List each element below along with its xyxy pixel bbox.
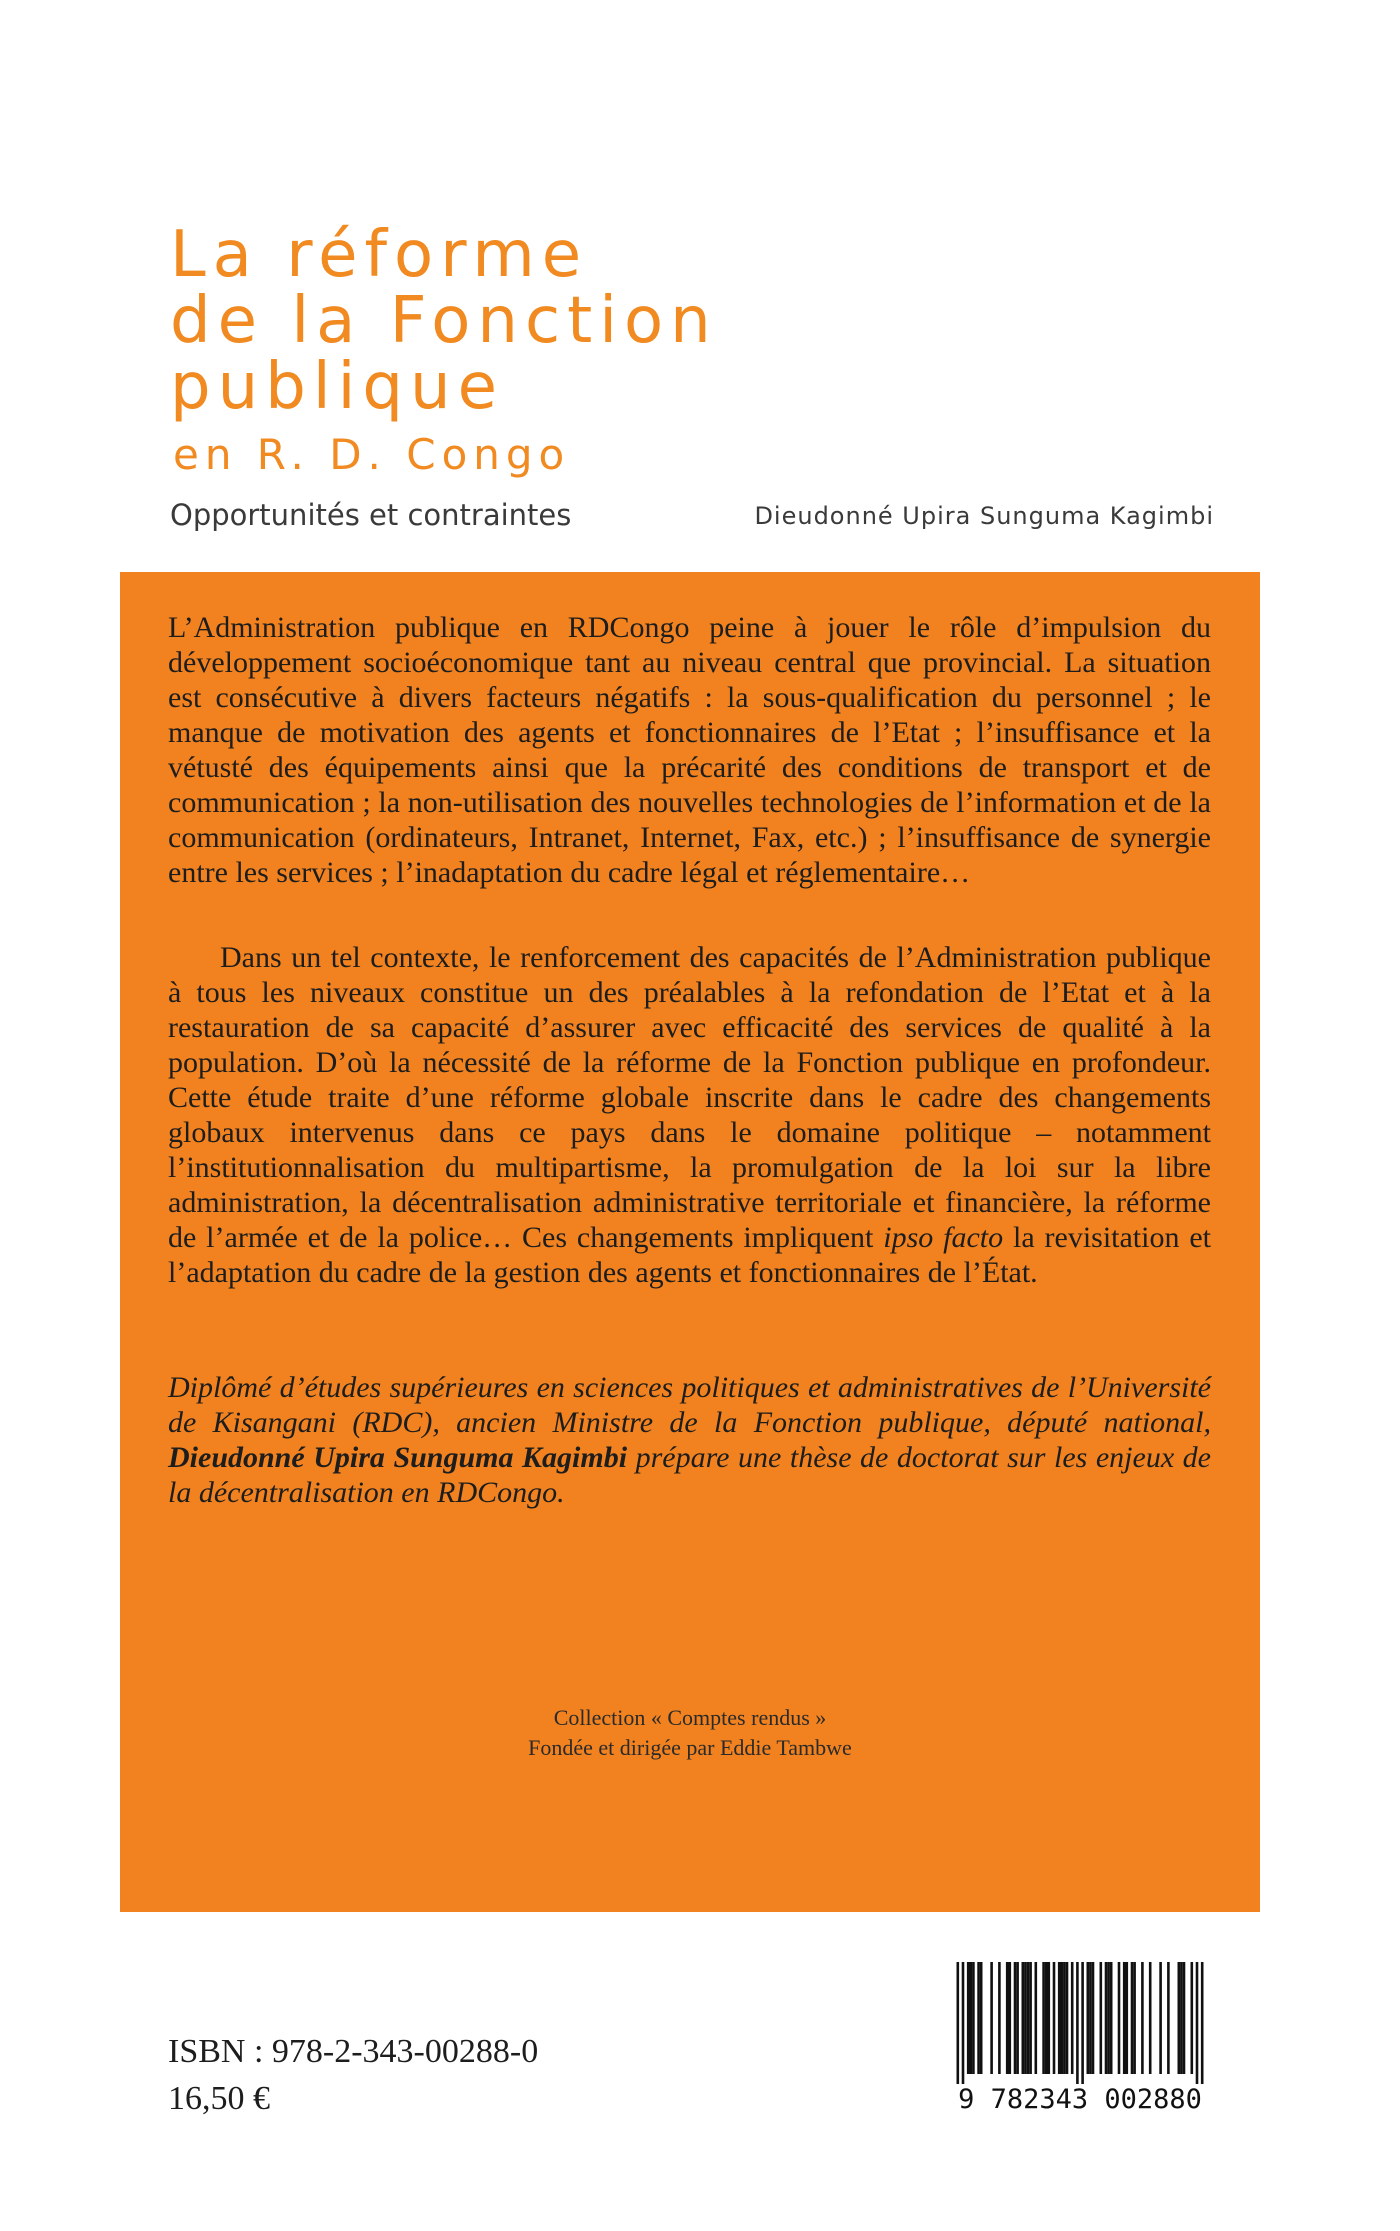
barcode-bar xyxy=(1196,1962,1199,2084)
barcode-bar xyxy=(1048,1962,1051,2074)
barcode-bar xyxy=(1061,1962,1064,2074)
barcode-bar xyxy=(972,1962,975,2074)
barcode-bar xyxy=(1118,1962,1121,2074)
barcode-bar xyxy=(990,1962,993,2074)
title-location: en R. D. Congo xyxy=(173,430,571,479)
barcode-bar xyxy=(1006,1962,1009,2074)
barcode-bar xyxy=(1045,1962,1048,2074)
barcode-bar xyxy=(1063,1962,1066,2074)
barcode-bar xyxy=(977,1962,980,2074)
title-line-2: de la Fonction xyxy=(170,284,718,358)
barcode-bar xyxy=(1092,1962,1095,2074)
barcode-bar xyxy=(1110,1962,1113,2074)
barcode-bar xyxy=(1058,1962,1061,2074)
barcode-bar xyxy=(1180,1962,1183,2074)
author-name: Dieudonné Upira Sunguma Kagimbi xyxy=(754,502,1214,530)
barcode-bar xyxy=(1016,1962,1019,2074)
barcode-bar xyxy=(1107,1962,1110,2074)
barcode-bar xyxy=(1131,1962,1134,2074)
book-price: 16,50 € xyxy=(168,2080,270,2117)
barcode-bar xyxy=(1066,1962,1069,2074)
barcode-bar xyxy=(1089,1962,1092,2074)
isbn-number: ISBN : 978-2-343-00288-0 xyxy=(168,2033,539,2070)
barcode-bar xyxy=(1014,1962,1017,2074)
barcode-bar xyxy=(1191,1962,1194,2074)
ean13-barcode-icon xyxy=(945,1962,1215,2084)
barcode-bar xyxy=(1126,1962,1129,2074)
barcode-bar xyxy=(998,1962,1001,2074)
barcode-bar xyxy=(1201,1962,1204,2084)
collection-name: Collection « Comptes rendus » xyxy=(553,1705,827,1730)
barcode-bar xyxy=(1100,1962,1103,2074)
barcode-bar xyxy=(1035,1962,1038,2074)
title-line-1: La réforme xyxy=(170,218,589,292)
barcode-bar xyxy=(1087,1962,1090,2074)
barcode-bar xyxy=(970,1962,973,2074)
author-bio-text-a: Diplômé d’études supérieures en sciences politiques et administratives de l’Université de Kisangani (RDC), ancien Ministre de la Fonction publique, député national, xyxy=(168,1371,1211,1439)
barcode-bar xyxy=(962,1962,965,2084)
barcode-bar xyxy=(1141,1962,1144,2074)
summary-paragraph-2-italic: ipso facto xyxy=(883,1221,1004,1254)
collection-info xyxy=(120,1703,1260,1763)
summary-paragraph-2-text-b: la revisitation et l’adaptation du cadre de la gestion des agents et fonctionnaires de l’État. xyxy=(168,1221,1211,1289)
barcode-bar xyxy=(1159,1962,1162,2074)
barcode-bar xyxy=(1178,1962,1181,2074)
barcode-bar xyxy=(957,1962,960,2084)
title-line-3: publique xyxy=(170,350,504,424)
barcode-bar xyxy=(1105,1962,1108,2074)
summary-paragraph-2-text-a: Dans un tel contexte, le renforcement des capacités de l’Administration publique à tous les niveaux constitue un des préalables à la refondation de l’Etat et à la restauration de sa capacité d’assurer avec efficacité des services de qualité à la population. D’où la nécessité de la réforme de la Fonction publique en profondeur. Cette étude traite d’une réforme globale inscrite dans le cadre des changements globaux intervenus dans ce pays dans le domaine politique – notamment l’institutionnalisation du multipartisme, la promulgation de la loi sur la libre administration, la décentralisation administrative territoriale et financière, la réforme de l’armée et de la police… Ces changements impliquent xyxy=(168,941,1211,1254)
barcode-bar xyxy=(1009,1962,1012,2074)
barcode-bar xyxy=(1071,1962,1074,2074)
barcode-bar xyxy=(967,1962,970,2074)
barcode-bar xyxy=(1027,1962,1030,2074)
author-bio-name: Dieudonné Upira Sunguma Kagimbi xyxy=(168,1441,628,1474)
barcode-bar xyxy=(1123,1962,1126,2074)
barcode-digits: 9 782343 002880 xyxy=(958,2084,1202,2115)
book-subtitle: Opportunités et contraintes xyxy=(170,498,572,532)
barcode-bar xyxy=(1183,1962,1186,2074)
author-bio-text-b: prépare une thèse de doctorat sur les enjeux de la décentralisation en RDCongo. xyxy=(168,1441,1211,1509)
barcode-bar xyxy=(1024,1962,1027,2074)
barcode-bar xyxy=(1149,1962,1152,2074)
barcode-bar xyxy=(1167,1962,1170,2074)
barcode-bar xyxy=(1133,1962,1136,2074)
author-bio xyxy=(168,1370,1211,1510)
barcode xyxy=(945,1962,1215,2122)
barcode-bar xyxy=(1029,1962,1032,2074)
barcode-bar xyxy=(1042,1962,1045,2074)
barcode-bar xyxy=(1081,1962,1084,2084)
barcode-bar xyxy=(980,1962,983,2074)
barcode-bar xyxy=(1076,1962,1079,2084)
collection-editor: Fondée et dirigée par Eddie Tambwe xyxy=(528,1735,852,1760)
barcode-bar xyxy=(1053,1962,1056,2074)
summary-paragraph-2 xyxy=(168,940,1211,1290)
barcode-bar xyxy=(1022,1962,1025,2074)
book-title xyxy=(170,218,718,424)
summary-paragraph-1: L’Administration publique en RDCongo peine à jouer le rôle d’impulsion du développement socioéconomique tant au niveau central que provincial. La situation est consécutive à divers facteurs négatifs : la sous-qualification du personnel ; le manque de motivation des agents et fonctionnaires de l’Etat ; l’insuffisance et la vétusté des équipements ainsi que la précarité des conditions de transport et de communication ; la non-utilisation des nouvelles technologies de l’information et de la communication (ordinateurs, Intranet, Internet, Fax, etc.) ; l’insuffisance de synergie entre les services ; l’inadaptation du cadre légal et réglementaire… xyxy=(168,611,1211,889)
